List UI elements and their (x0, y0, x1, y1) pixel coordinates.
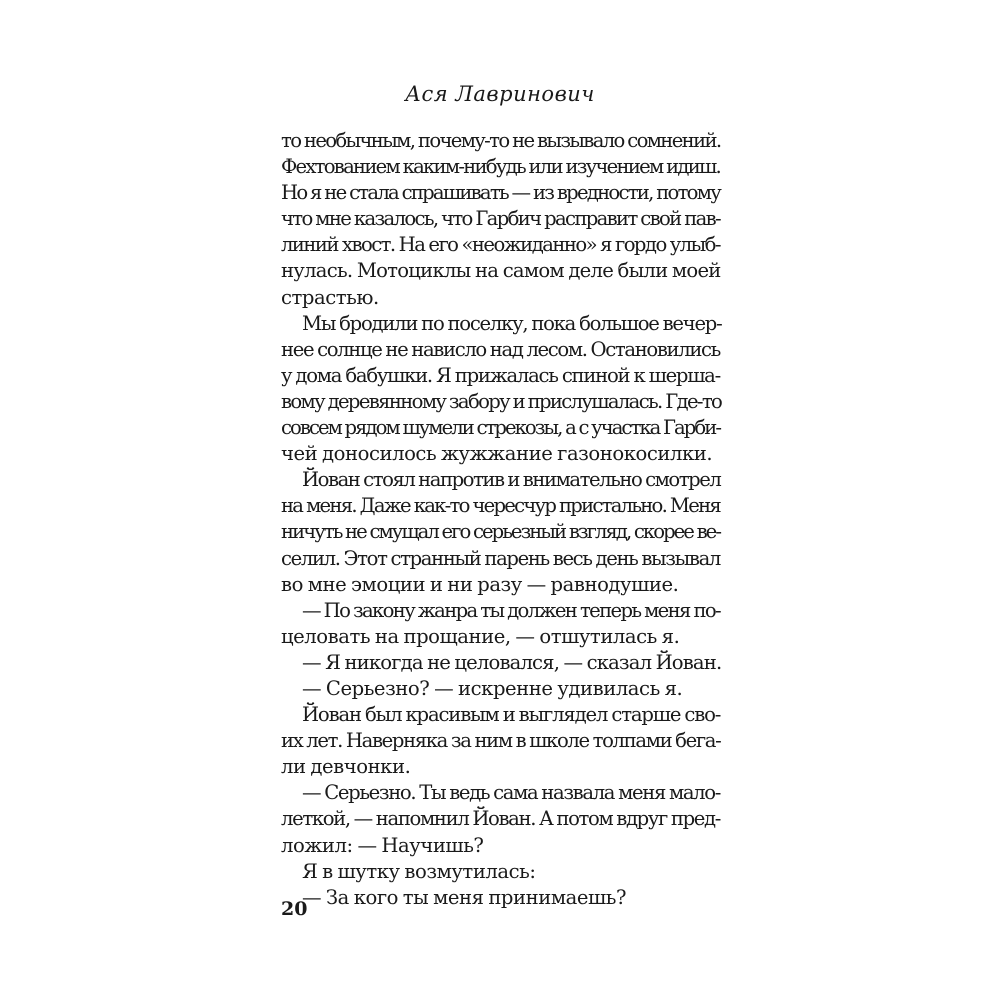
text-line: — Серьезно? — искренне удивилась я. (302, 676, 683, 700)
text-line: совсем рядом шумели стрекозы, а с участка Гарби- (281, 416, 720, 440)
body-text (281, 128, 720, 911)
text-line: Йован стоял напротив и внимательно смотрел (302, 468, 721, 492)
text-line: на меня. Даже как-то чересчур пристально. Меня (281, 494, 720, 518)
text-line: страстью. (281, 285, 379, 309)
text-line: нее солнце не нависло над лесом. Остановились (281, 337, 720, 361)
text-line: Фехтованием каким-нибудь или изучением идиш. (281, 155, 720, 179)
text-line: — Я никогда не целовался, — сказал Йован. (302, 650, 722, 674)
text-line: во мне эмоции и ни разу — равнодушие. (281, 572, 679, 596)
text-line: — Серьезно. Ты ведь сама назвала меня мало- (302, 781, 720, 805)
text-line: — За кого ты меня принимаешь? (302, 885, 627, 909)
text-line: ничуть не смущал его серьезный взгляд, скорее ве- (281, 520, 720, 544)
text-line: Йован был красивым и выглядел старше сво- (302, 703, 721, 727)
text-line: то необычным, почему-то не вызывало сомнений. (281, 129, 721, 152)
text-line: Но я не стала спрашивать — из вредности, потому (281, 181, 720, 205)
text-line: ли девчонки. (281, 755, 411, 779)
page-number: 20 (281, 898, 308, 920)
text-line: ложил: — Научишь? (281, 833, 484, 857)
text-line: вому деревянному забору и прислушалась. Где-то (281, 389, 722, 413)
text-line: селил. Этот странный парень весь день вызывал (281, 546, 720, 570)
running-head-author: Ася Лавринович (405, 82, 595, 106)
text-line: Мы бродили по поселку, пока большое вечер- (302, 311, 722, 335)
text-line: чей доносилось жужжание газонокосилки. (281, 442, 713, 466)
text-line: — По закону жанра ты должен теперь меня по- (302, 598, 720, 622)
text-line: их лет. Наверняка за ним в школе толпами бега- (281, 729, 721, 753)
text-line: леткой, — напомнил Йован. А потом вдруг пред- (281, 807, 720, 831)
text-line: у дома бабушки. Я прижалась спиной к шерша- (281, 363, 720, 387)
text-line: целовать на прощание, — отшутилась я. (281, 624, 680, 648)
text-line: что мне казалось, что Гарбич расправит свой пав- (281, 207, 720, 231)
text-line: Я в шутку возмутилась: (302, 859, 536, 883)
text-line: линий хвост. На его «неожиданно» я гордо улыб- (281, 233, 720, 257)
text-line: нулась. Мотоциклы на самом деле были моей (281, 259, 721, 283)
